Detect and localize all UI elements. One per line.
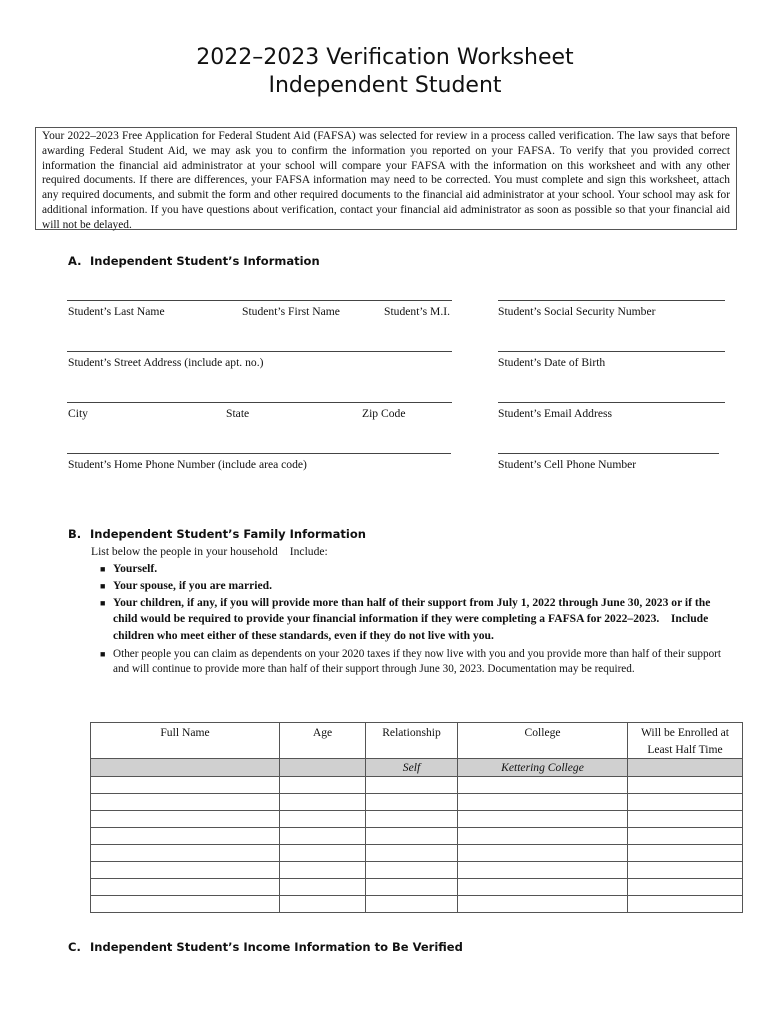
cell-age[interactable] bbox=[280, 759, 366, 777]
table-cell[interactable] bbox=[91, 828, 280, 845]
home-phone-label: Student’s Home Phone Number (include area code) bbox=[68, 458, 307, 471]
dob-line[interactable] bbox=[498, 351, 725, 352]
table-cell[interactable] bbox=[628, 828, 743, 845]
zip-label: Zip Code bbox=[362, 407, 406, 420]
bullet-item bbox=[100, 561, 725, 578]
table-cell[interactable] bbox=[91, 862, 280, 879]
dob-label: Student’s Date of Birth bbox=[498, 356, 606, 369]
col-age: Age bbox=[280, 723, 366, 759]
section-a-letter: A. bbox=[68, 254, 82, 268]
email-label: Student’s Email Address bbox=[498, 407, 613, 420]
table-cell[interactable] bbox=[628, 777, 743, 794]
street-label: Student’s Street Address (include apt. no.) bbox=[68, 356, 264, 369]
table-cell[interactable] bbox=[366, 777, 458, 794]
table-cell[interactable] bbox=[458, 777, 628, 794]
table-cell[interactable] bbox=[91, 879, 280, 896]
table-cell[interactable] bbox=[280, 794, 366, 811]
bullet-icon: ■ bbox=[100, 564, 106, 574]
bullet-text: Other people you can claim as dependents on your 2020 taxes if they now live with you and you provide more than half of their support and will continue to provide more than half of their support through June 30, 2023. Documentation may be required. bbox=[113, 647, 722, 675]
table-cell[interactable] bbox=[628, 862, 743, 879]
table-cell[interactable] bbox=[91, 777, 280, 794]
section-b-heading bbox=[68, 527, 366, 541]
table-row bbox=[91, 777, 743, 794]
table-cell[interactable] bbox=[91, 794, 280, 811]
last-name-label: Student’s Last Name bbox=[68, 305, 165, 318]
table-cell[interactable] bbox=[91, 845, 280, 862]
city-state-zip-line[interactable] bbox=[67, 402, 452, 403]
household-table bbox=[90, 722, 743, 913]
bullet-text: Your spouse, if you are married. bbox=[113, 578, 272, 592]
bullet-icon: ■ bbox=[100, 597, 106, 608]
table-cell[interactable] bbox=[366, 794, 458, 811]
table-cell[interactable] bbox=[280, 862, 366, 879]
mi-label: Student’s M.I. bbox=[384, 305, 451, 318]
table-cell[interactable] bbox=[366, 879, 458, 896]
first-name-label: Student’s First Name bbox=[242, 305, 340, 318]
bullet-item bbox=[100, 595, 725, 645]
cell-phone-label: Student’s Cell Phone Number bbox=[498, 458, 637, 471]
page-title bbox=[0, 44, 770, 100]
table-row bbox=[91, 896, 743, 913]
section-a-heading bbox=[68, 254, 320, 268]
cell-college: Kettering College bbox=[458, 759, 628, 777]
table-cell[interactable] bbox=[91, 811, 280, 828]
table-cell[interactable] bbox=[366, 896, 458, 913]
table-cell[interactable] bbox=[458, 896, 628, 913]
table-row bbox=[91, 879, 743, 896]
bullet-icon: ■ bbox=[100, 580, 106, 591]
street-line[interactable] bbox=[67, 351, 452, 352]
household-bullets bbox=[100, 561, 725, 677]
table-cell[interactable] bbox=[280, 828, 366, 845]
email-line[interactable] bbox=[498, 402, 725, 403]
section-b-title: Independent Student’s Family Information bbox=[90, 527, 366, 541]
bullet-item bbox=[100, 647, 725, 677]
table-cell[interactable] bbox=[280, 896, 366, 913]
title-line-2: Independent Student bbox=[268, 73, 502, 98]
city-label: City bbox=[68, 407, 88, 420]
household-list-intro bbox=[91, 545, 328, 558]
table-cell[interactable] bbox=[366, 828, 458, 845]
cell-name[interactable] bbox=[91, 759, 280, 777]
table-cell[interactable] bbox=[280, 879, 366, 896]
table-cell[interactable] bbox=[458, 845, 628, 862]
table-cell[interactable] bbox=[91, 896, 280, 913]
include-text: Include: bbox=[289, 545, 328, 558]
table-cell[interactable] bbox=[628, 811, 743, 828]
table-cell[interactable] bbox=[628, 896, 743, 913]
col-enrolled: Will be Enrolled at Least Half Time bbox=[628, 723, 743, 759]
table-cell[interactable] bbox=[458, 811, 628, 828]
cell-phone-line[interactable] bbox=[498, 453, 719, 454]
section-b-letter: B. bbox=[68, 527, 82, 541]
table-cell[interactable] bbox=[366, 862, 458, 879]
table-cell[interactable] bbox=[458, 879, 628, 896]
table-cell[interactable] bbox=[280, 811, 366, 828]
ssn-line[interactable] bbox=[498, 300, 725, 301]
table-cell[interactable] bbox=[366, 845, 458, 862]
table-row-self bbox=[91, 759, 743, 777]
list-intro-text: List below the people in your household bbox=[91, 545, 278, 558]
table-row bbox=[91, 845, 743, 862]
state-label: State bbox=[226, 407, 250, 420]
bullet-icon: ■ bbox=[100, 648, 106, 659]
home-phone-line[interactable] bbox=[67, 453, 451, 454]
table-cell[interactable] bbox=[366, 811, 458, 828]
bullet-text: Yourself. bbox=[113, 562, 158, 575]
section-c-title: Independent Student’s Income Information to Be Verified bbox=[90, 940, 463, 954]
table-cell[interactable] bbox=[458, 862, 628, 879]
section-a-title: Independent Student’s Information bbox=[90, 254, 320, 268]
table-row bbox=[91, 811, 743, 828]
table-cell[interactable] bbox=[628, 845, 743, 862]
col-relationship: Relationship bbox=[366, 723, 458, 759]
table-cell[interactable] bbox=[628, 794, 743, 811]
bullet-text: Your children, if any, if you will provide more than half of their support from July 1, 2022 through June 30, 2023 or if the child would be required to provide your financial information if they were completing a FAFSA for 2022–2023. Include children who meet either of these standards, even if they do not live with you. bbox=[113, 595, 714, 643]
table-header-row bbox=[91, 723, 743, 759]
ssn-label: Student’s Social Security Number bbox=[498, 305, 656, 318]
table-row bbox=[91, 828, 743, 845]
table-cell[interactable] bbox=[458, 794, 628, 811]
title-line-1: 2022–2023 Verification Worksheet bbox=[196, 45, 574, 70]
section-c-heading bbox=[68, 940, 463, 954]
bullet-item bbox=[100, 578, 725, 595]
cell-relationship: Self bbox=[366, 759, 458, 777]
intro-paragraph: Your 2022–2023 Free Application for Federal Student Aid (FAFSA) was selected for review in a process called verification. The law says that before awarding Federal Student Aid, we may ask you to confirm the information you reported on your FAFSA. To verify that you provided correct information the financial aid administrator at your school will compare your FAFSA with the information on this worksheet and with any other required documents. If there are differences, your FAFSA information may need to be corrected. You must complete and sign this worksheet, attach any required documents, and submit the form and other required documents to the financial aid administrator at your school. Your school may ask for additional information. If you have questions about verification, contact your financial aid administrator as soon as possible so that your financial aid will not be delayed. bbox=[35, 127, 737, 230]
section-c-letter: C. bbox=[68, 940, 81, 954]
col-full-name: Full Name bbox=[91, 723, 280, 759]
table-cell[interactable] bbox=[280, 845, 366, 862]
table-cell[interactable] bbox=[628, 879, 743, 896]
table-cell[interactable] bbox=[280, 777, 366, 794]
table-row bbox=[91, 862, 743, 879]
table-row bbox=[91, 794, 743, 811]
col-college: College bbox=[458, 723, 628, 759]
name-line[interactable] bbox=[67, 300, 452, 301]
table-cell[interactable] bbox=[458, 828, 628, 845]
cell-enrolled[interactable] bbox=[628, 759, 743, 777]
